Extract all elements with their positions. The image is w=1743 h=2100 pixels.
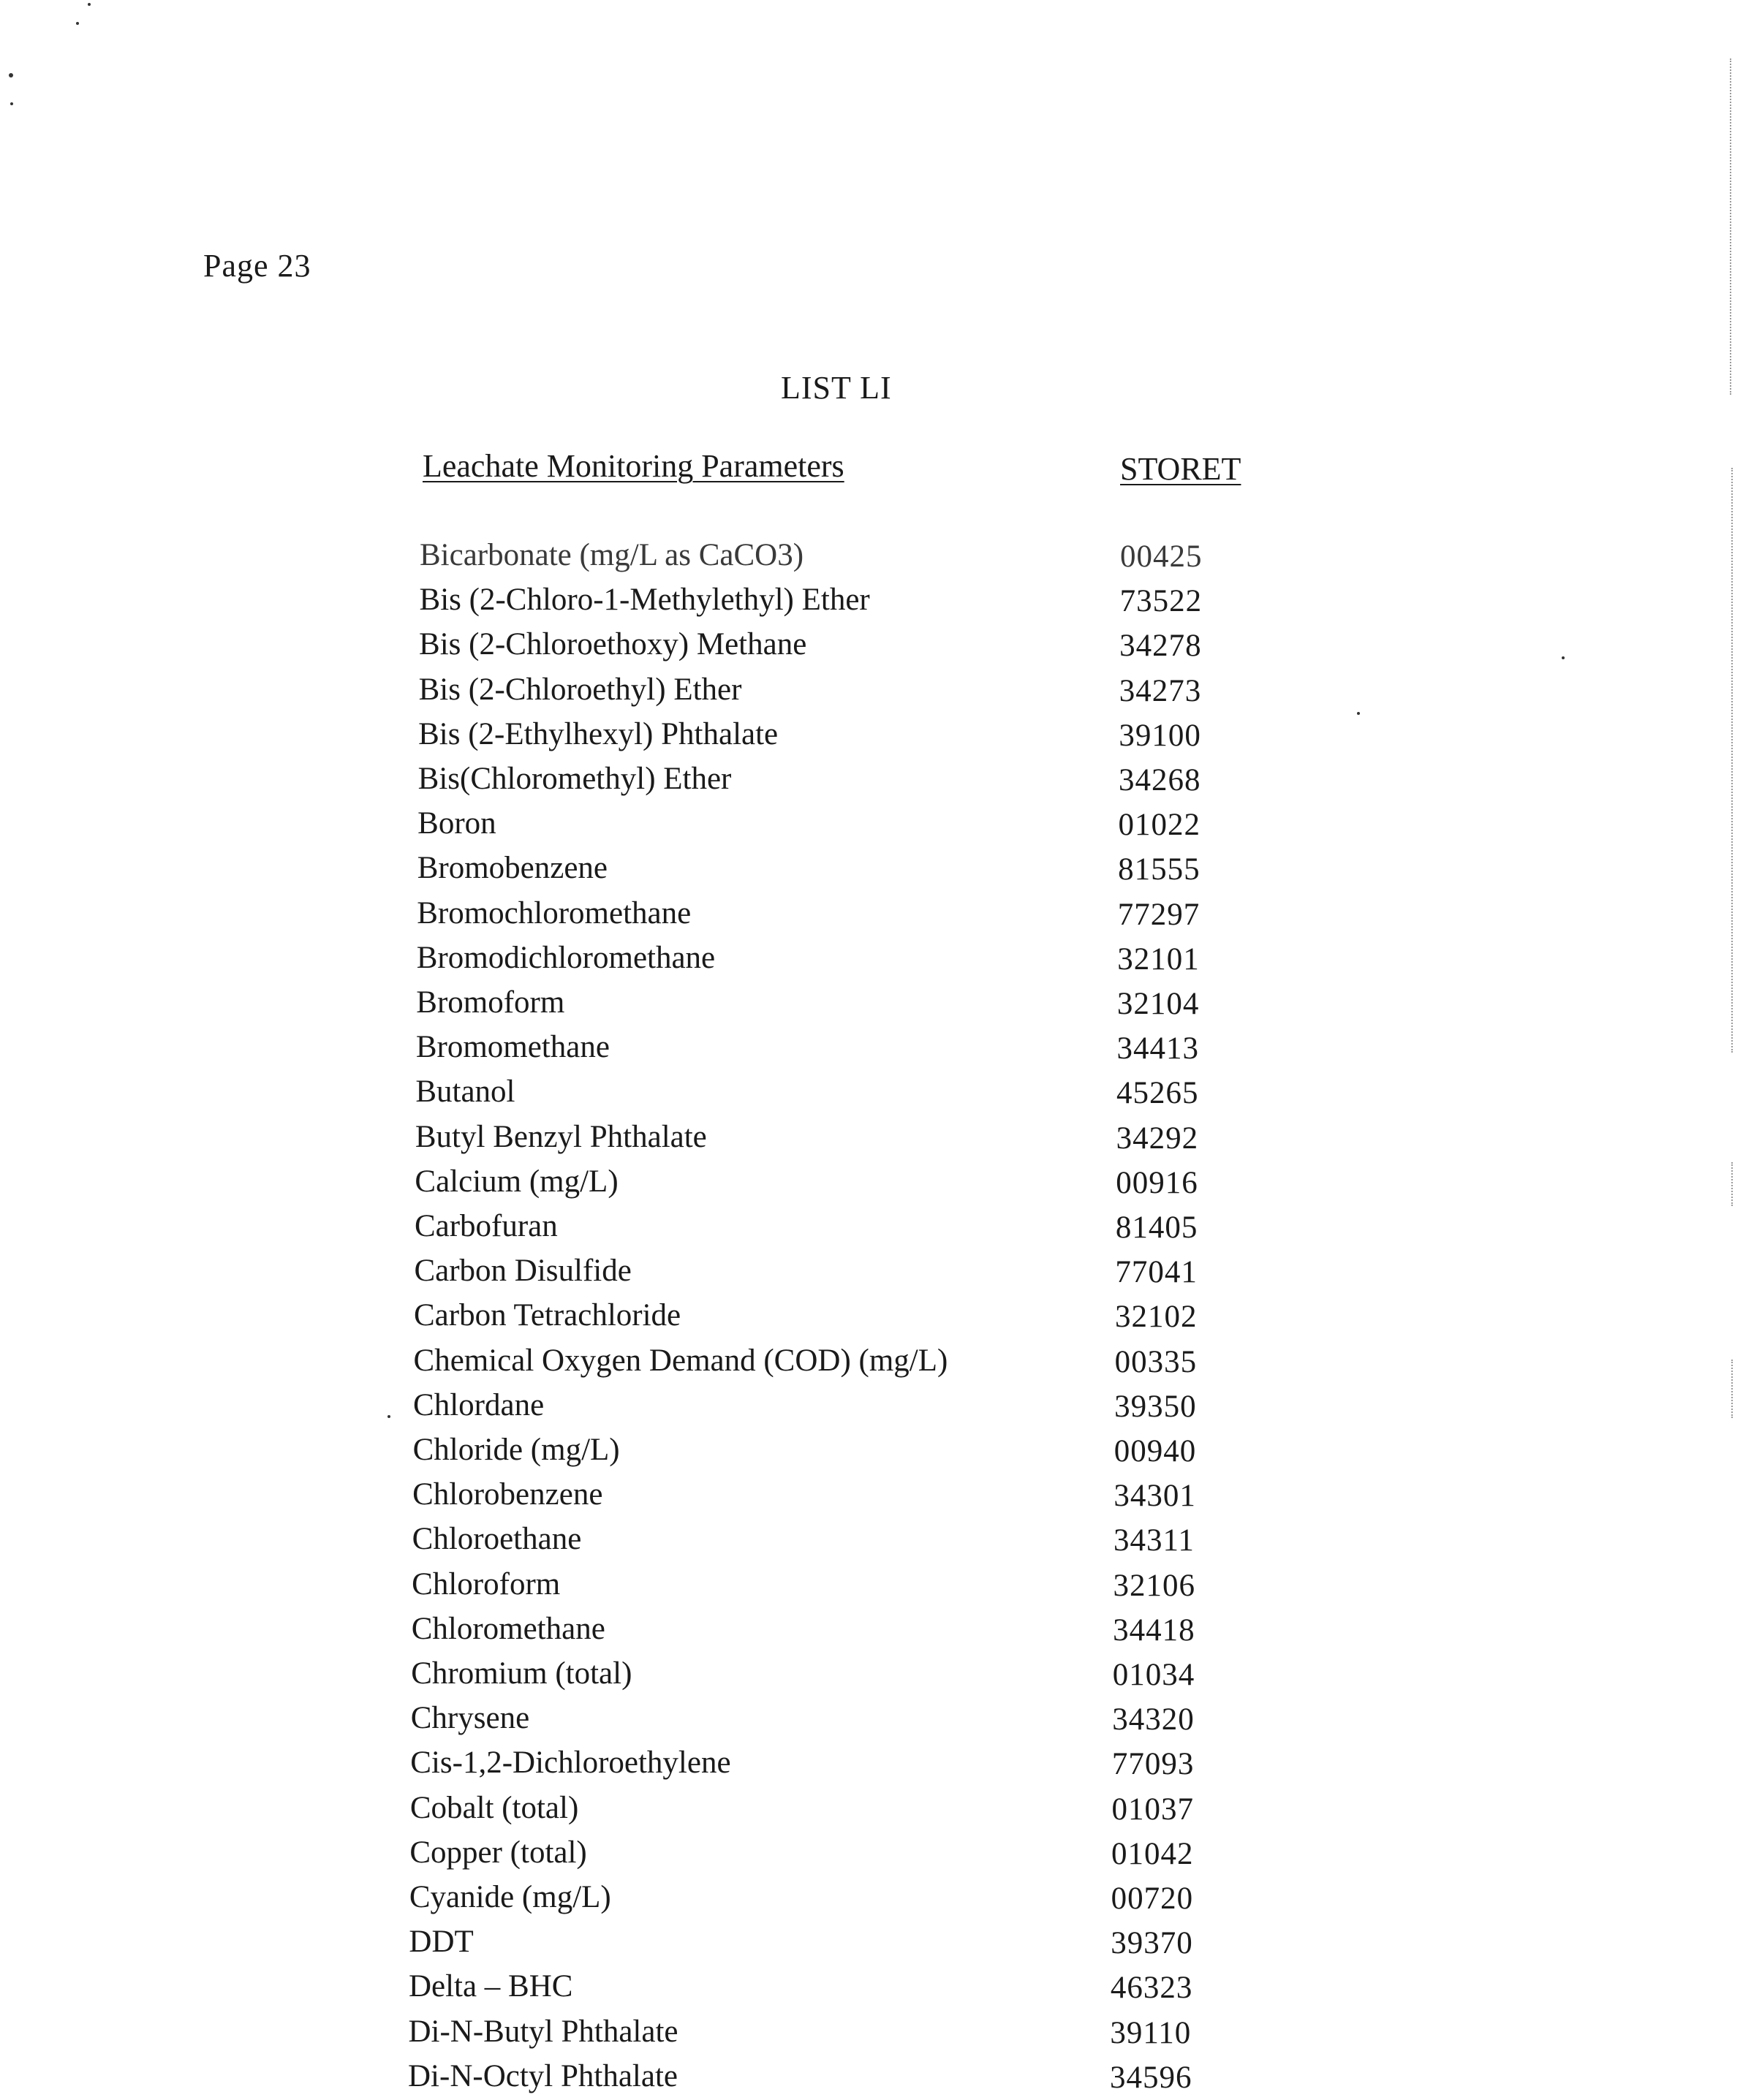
table-row <box>0 1607 1743 1651</box>
parameter-name: Bis(Chloromethyl) Ether <box>417 762 732 796</box>
table-row <box>0 1563 1743 1607</box>
table-row <box>0 1070 1743 1114</box>
table-row <box>0 1965 1743 2009</box>
parameter-name: Carbon Tetrachloride <box>414 1298 681 1333</box>
storet-code: 39100 <box>1119 718 1201 753</box>
parameter-name: Bis (2-Ethylhexyl) Phthalate <box>418 716 779 751</box>
parameter-name: Cis-1,2-Dichloroethylene <box>410 1745 731 1781</box>
parameter-name: Bromodichloromethane <box>416 940 716 975</box>
storet-code: 77093 <box>1111 1747 1195 1782</box>
storet-code: 00425 <box>1120 539 1203 574</box>
storet-code: 73522 <box>1119 584 1203 619</box>
table-row <box>0 534 1743 577</box>
table-row <box>0 757 1743 801</box>
parameter-name: Calcium (mg/L) <box>415 1164 619 1199</box>
storet-code: 00916 <box>1116 1165 1198 1200</box>
parameter-name: Bis (2-Chloroethyl) Ether <box>418 672 742 707</box>
parameter-name: Carbofuran <box>414 1209 558 1243</box>
parameter-name: Bromoform <box>416 985 565 1020</box>
parameter-name: Bromochloromethane <box>417 895 692 930</box>
table-row <box>0 1697 1743 1740</box>
storet-code: 32102 <box>1115 1300 1198 1335</box>
table-row <box>0 1652 1743 1696</box>
table-row <box>0 1473 1743 1517</box>
parameter-name: Cobalt (total) <box>409 1790 579 1825</box>
table-row <box>0 1205 1743 1248</box>
storet-code: 00940 <box>1114 1434 1197 1468</box>
storet-code: 00335 <box>1114 1344 1198 1379</box>
parameter-name: Butyl Benzyl Phthalate <box>415 1119 707 1154</box>
parameter-name: Bromobenzene <box>417 851 608 886</box>
parameter-name: Chloroethane <box>412 1522 582 1557</box>
storet-code: 77041 <box>1115 1255 1198 1290</box>
storet-code: 34301 <box>1114 1479 1196 1514</box>
parameter-name: Boron <box>417 806 496 841</box>
storet-code: 01042 <box>1111 1836 1194 1871</box>
table-row <box>0 1786 1743 1830</box>
parameter-name: Chloromethane <box>411 1611 605 1646</box>
table-row <box>0 892 1743 936</box>
storet-code: 01022 <box>1118 808 1201 843</box>
table-row <box>0 1741 1743 1785</box>
storet-code: 01034 <box>1112 1658 1195 1692</box>
table-row <box>0 802 1743 846</box>
storet-code: 81555 <box>1118 852 1201 887</box>
storet-code: 01037 <box>1111 1792 1194 1827</box>
table-row <box>0 2055 1743 2099</box>
parameter-name: Di-N-Butyl Phthalate <box>408 2014 678 2049</box>
storet-code: 34311 <box>1113 1523 1195 1558</box>
storet-code: 34292 <box>1116 1121 1199 1156</box>
table-row <box>0 1115 1743 1159</box>
table-row <box>0 1920 1743 1964</box>
storet-code: 32104 <box>1116 987 1200 1021</box>
parameter-name: Bis (2-Chloro-1-Methylethyl) Ether <box>419 583 870 618</box>
storet-code: 00720 <box>1111 1881 1194 1916</box>
storet-code: 34320 <box>1112 1702 1195 1737</box>
storet-code: 34413 <box>1116 1031 1199 1066</box>
parameter-name: Chloroform <box>412 1566 561 1601</box>
table-row <box>0 1339 1743 1383</box>
parameter-name: Chromium (total) <box>411 1656 632 1691</box>
table-row <box>0 1517 1743 1561</box>
parameter-name: Delta – BHC <box>408 1969 573 2004</box>
storet-code: 34268 <box>1118 763 1201 797</box>
table-row <box>0 1876 1743 1919</box>
parameter-name: DDT <box>409 1925 474 1960</box>
storet-code: 81405 <box>1115 1210 1198 1245</box>
storet-code: 45265 <box>1116 1076 1199 1111</box>
parameter-name: Chrysene <box>410 1701 530 1736</box>
storet-code: 32101 <box>1117 941 1200 977</box>
parameter-name: Chemical Oxygen Demand (COD) (mg/L) <box>413 1343 948 1378</box>
storet-code: 32106 <box>1113 1568 1196 1603</box>
page-number: Page 23 <box>203 248 311 284</box>
table-row <box>0 1294 1743 1338</box>
parameter-name: Di-N-Octyl Phthalate <box>408 2058 678 2093</box>
table-row <box>0 846 1743 890</box>
storet-code: 39110 <box>1110 2015 1192 2050</box>
parameter-name: Bis (2-Chloroethoxy) Methane <box>419 627 807 662</box>
parameter-name: Butanol <box>415 1074 515 1110</box>
table-row <box>0 668 1743 712</box>
storet-code: 34596 <box>1110 2060 1192 2095</box>
table-row <box>0 1428 1743 1472</box>
storet-code: 39370 <box>1111 1926 1193 1961</box>
table-row <box>0 936 1743 980</box>
parameter-name: Chlordane <box>413 1387 545 1422</box>
column-header-parameters: Leachate Monitoring Parameters <box>423 448 844 484</box>
table-row <box>0 623 1743 667</box>
table-row <box>0 1831 1743 1875</box>
table-row <box>0 2010 1743 2054</box>
table-row <box>0 1160 1743 1204</box>
storet-code: 34273 <box>1119 673 1202 708</box>
storet-code: 46323 <box>1110 1971 1193 2006</box>
column-header-storet: STORET <box>1120 451 1241 487</box>
parameter-name: Copper (total) <box>409 1835 587 1870</box>
parameter-name: Chloride (mg/L) <box>412 1433 620 1467</box>
parameter-name: Bromomethane <box>415 1030 610 1065</box>
storet-code: 34278 <box>1119 629 1202 664</box>
parameter-name: Chlorobenzene <box>412 1477 603 1512</box>
list-title: LIST LI <box>781 370 892 406</box>
table-row <box>0 981 1743 1025</box>
table-row <box>0 713 1743 757</box>
parameter-name: Carbon Disulfide <box>414 1254 632 1289</box>
table-row <box>0 1026 1743 1069</box>
parameter-name: Bicarbonate (mg/L as CaCO3) <box>420 538 804 572</box>
table-row <box>0 1384 1743 1428</box>
storet-code: 39350 <box>1114 1389 1197 1424</box>
table-row <box>0 1249 1743 1293</box>
storet-code: 77297 <box>1117 897 1201 932</box>
parameter-name: Cyanide (mg/L) <box>409 1880 611 1914</box>
table-row <box>0 578 1743 622</box>
storet-code: 34418 <box>1113 1612 1195 1648</box>
